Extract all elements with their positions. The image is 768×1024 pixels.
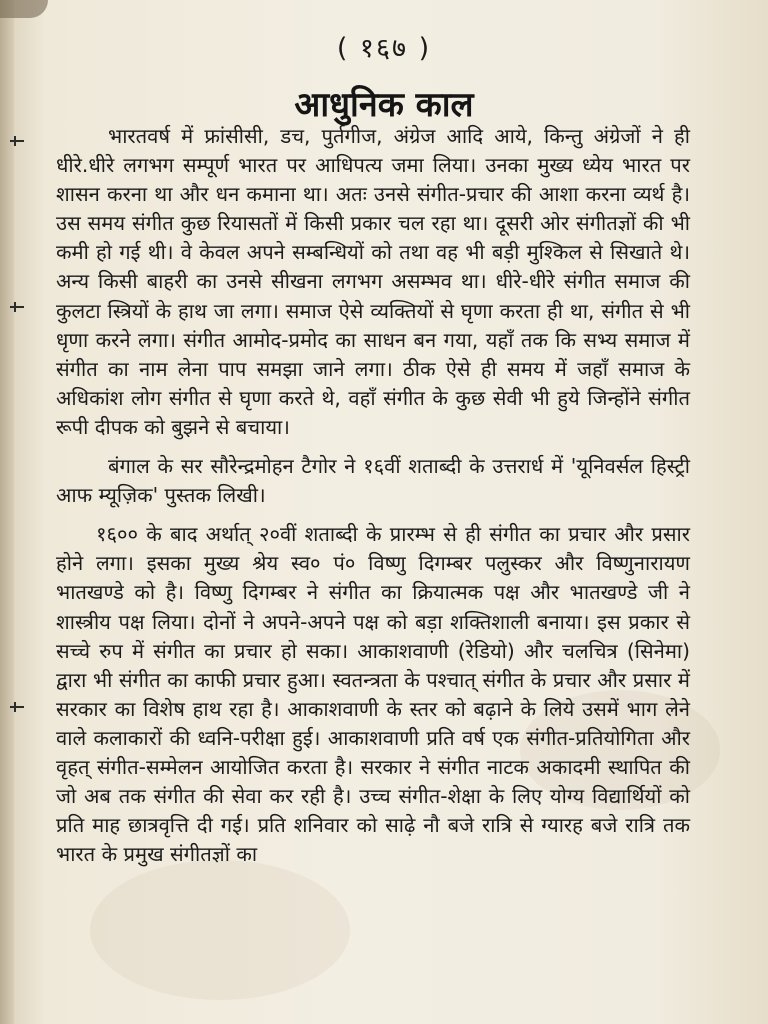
binding-stitch-mark bbox=[10, 306, 24, 308]
binding-stitch-mark bbox=[10, 140, 24, 142]
paragraph-3: १६०० के बाद अर्थात् २०वीं शताब्दी के प्रारम्भ से ही संगीत का प्रचार और प्रसार होने लगा। इसका मुख्य श्रेय स्व० पं० विष्णु दिगम्बर पलुस्कर और विष्णुनारायण भातखण्डे को है। विष्णु दिगम्बर ने संगीत का क्रियात्मक पक्ष और भातखण्डे जी ने शास्त्रीय पक्ष लिया। दोनों ने अपने-अपने पक्ष को बड़ा शक्तिशाली बनाया। इस प्रकार से सच्चे रुप में संगीत का प्रचार हो सका। आकाशवाणी (रेडियो) और चलचित्र (सिनेमा) द्वारा भी संगीत का काफी प्रचार हुआ। स्वतन्त्रता के पश्चात् संगीत के प्रचार और प्रसार में सरकार का विशेष हाथ रहा है। आकाशवाणी के स्तर को बढ़ाने के लिये उसमें भाग लेने वाले कलाकारों की ध्वनि-परीक्षा हुई। आकाशवाणी प्रति वर्ष एक संगीत-प्रतियोगिता और वृहत् संगीत-सम्मेलन आयोजित करता है। सरकार ने संगीत नाटक अकादमी स्थापित की जो अब तक संगीत की सेवा कर रही है। उच्च संगीत-शेक्षा के लिए योग्य विद्यार्थियों को प्रति माह छात्रवृत्ति दी गई। प्रति शनिवार को साढ़े नौ बजे रात्रि से ग्यारह बजे रात्रि तक भारत के प्रमुख संगीतज्ञों का bbox=[56, 522, 690, 867]
paper-stain bbox=[90, 860, 350, 1000]
paragraph-2: बंगाल के सर सौरेन्द्रमोहन टैगोर ने १६वीं शताब्दी के उत्तरार्ध में 'यूनिवर्सल हिस्ट्री आफ म्यूज़िक' पुस्तक लिखी। bbox=[56, 454, 690, 508]
paragraph-1: भारतवर्ष में फ्रांसीसी, डच, पुर्तगीज, अंग्रेज आदि आये, किन्तु अंग्रेजों ने ही धीरे.धीरे लगभग सम्पूर्ण भारत पर आधिपत्य जमा लिया। उनका मुख्य ध्येय भारत पर शासन करना था और धन कमाना था। अतः उनसे संगीत-प्रचार की आशा करना व्यर्थ है। उस समय संगीत कुछ रियासतों में किसी प्रकार चल रहा था। दूसरी ओर संगीतज्ञों की भी कमी हो गई थी। वे केवल अपने सम्बन्धियों को तथा वह भी बड़ी मुश्किल से सिखाते थे। अन्य किसी बाहरी का उनसे सीखना लगभग असम्भव था। धीरे-धीरे संगीत समाज की कुलटा स्त्रियों के हाथ जा लगा। समाज ऐसे व्यक्तियों से घृणा करता ही था, संगीत से भी धृणा करने लगा। संगीत आमोद-प्रमोद का साधन बन गया, यहाँ तक कि सभ्य समाज में संगीत का नाम लेना पाप समझा जाने लगा। ठीक ऐसे ही समय में जहाँ समाज के अधिकांश लोग संगीत से घृणा करते थे, वहाँ संगीत के कुछ सेवी भी हुये जिन्होंने संगीत रूपी दीपक को बुझने से बचाया। bbox=[56, 124, 690, 439]
page-body-text bbox=[56, 122, 690, 869]
page-number: ( १६७ ) bbox=[336, 33, 432, 64]
page-binding-edge bbox=[0, 0, 14, 1024]
chapter-heading: आधुनिक काल bbox=[294, 85, 474, 125]
corner-shadow bbox=[0, 0, 48, 18]
binding-stitch-mark bbox=[10, 706, 24, 708]
